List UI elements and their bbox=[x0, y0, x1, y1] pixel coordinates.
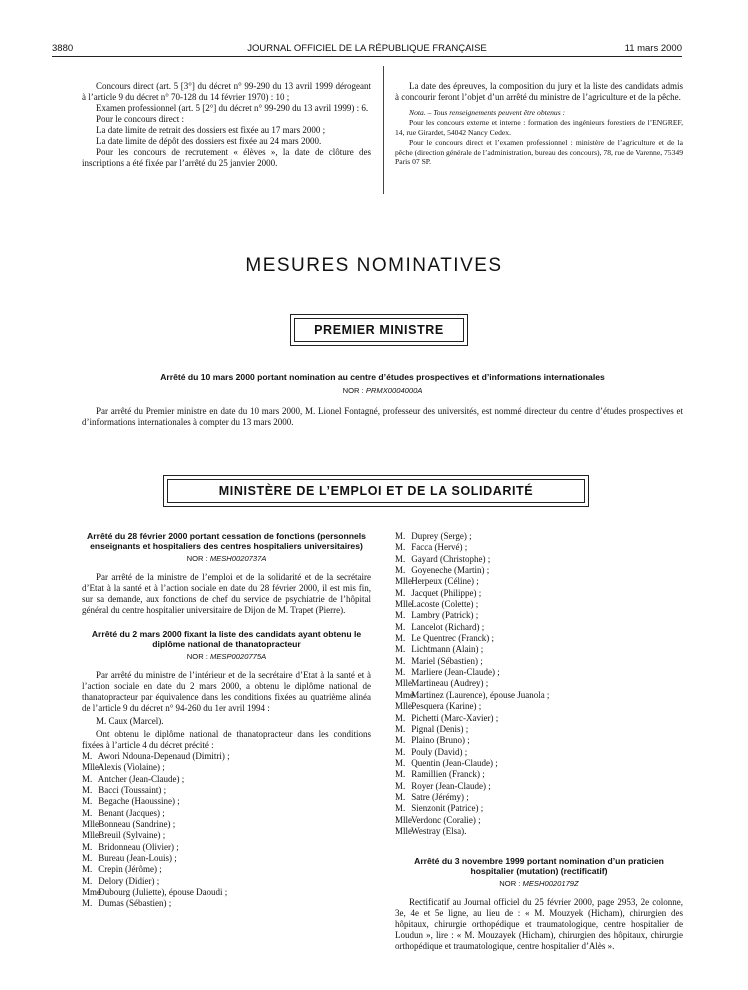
person-name: Martineau (Audrey) ; bbox=[411, 678, 489, 689]
civility-title: M. bbox=[82, 773, 93, 784]
civility-title: M. bbox=[82, 864, 93, 875]
person-name: Delory (Didier) ; bbox=[98, 875, 160, 886]
nor-label: NOR : bbox=[342, 386, 364, 395]
person-name: Dumas (Sébastien) ; bbox=[98, 898, 172, 909]
civility-title: M. bbox=[395, 644, 406, 655]
civility-title: M. bbox=[82, 807, 93, 818]
paragraph: M. Caux (Marcel). bbox=[96, 716, 164, 726]
top-right-column bbox=[395, 81, 683, 167]
candidate-name bbox=[82, 842, 371, 853]
candidate-name bbox=[395, 678, 683, 689]
candidate-name bbox=[82, 864, 371, 875]
paragraph: Pour le concours direct et l’examen professionnel : ministère de l’agriculture et de la pêche (direction générale de l’administration, bureau des concours), 78, rue de Varenne, 75349 Paris 07 SP. bbox=[395, 138, 683, 167]
candidate-name bbox=[82, 876, 371, 887]
person-name: Bacci (Toussaint) ; bbox=[98, 785, 167, 796]
nota-heading: Nota. – Tous renseignements peuvent être obtenus : bbox=[409, 108, 566, 117]
candidate-name bbox=[395, 531, 683, 542]
candidate-name bbox=[395, 588, 683, 599]
ministry-box-emploi bbox=[163, 475, 589, 507]
civility-title: M. bbox=[82, 796, 93, 807]
candidate-name bbox=[395, 735, 683, 746]
civility-title: M. bbox=[395, 587, 406, 598]
arrete-title: Arrêté du 3 novembre 1999 portant nomination d’un praticien hospitalier (mutation) (rectificatif) bbox=[414, 856, 664, 877]
ministry-box-premier bbox=[290, 314, 468, 346]
civility-title: M. bbox=[395, 610, 406, 621]
person-name: Antcher (Jean-Claude) ; bbox=[97, 773, 185, 784]
person-name: Ramillien (Franck) ; bbox=[411, 769, 485, 780]
candidate-name bbox=[82, 774, 371, 785]
column-divider bbox=[383, 66, 384, 194]
nor-code: MESH0020737A bbox=[209, 554, 267, 563]
candidate-name bbox=[82, 751, 371, 762]
arrete-title: Arrêté du 10 mars 2000 portant nomination au centre d’études prospectives et d’informations internationales bbox=[160, 372, 605, 382]
candidate-name bbox=[82, 898, 371, 909]
person-name: Lancelot (Richard) ; bbox=[411, 621, 485, 632]
candidate-name bbox=[82, 796, 371, 807]
civility-title: M. bbox=[82, 785, 93, 796]
page-number: 3880 bbox=[52, 43, 74, 54]
section-title: MESURES NOMINATIVES bbox=[245, 255, 503, 276]
civility-title: M. bbox=[395, 542, 406, 553]
civility-title: M. bbox=[395, 655, 406, 666]
paragraph: Par arrêté du Premier ministre en date du 10 mars 2000, M. Lionel Fontagné, professeur des universités, est nommé directeur du centre d’études prospectives et d’informations internationales à compter du 13 mars 2000. bbox=[82, 406, 683, 427]
civility-title: M. bbox=[395, 633, 406, 644]
civility-title: M. bbox=[395, 667, 406, 678]
paragraph: Pour les concours de recrutement « élèves », la date de clôture des inscriptions a été fixée par l’arrêté du 25 janvier 2000. bbox=[82, 147, 371, 168]
candidate-name bbox=[82, 819, 371, 830]
candidate-name bbox=[395, 713, 683, 724]
nor-reference bbox=[82, 652, 371, 662]
person-name: Crepin (Jérôme) ; bbox=[98, 864, 162, 875]
premier-body bbox=[82, 406, 683, 428]
paragraph: La date des épreuves, la composition du jury et la liste des candidats admis à concourir feront l’objet d’un arrêté du ministre de l’agriculture et de la pêche. bbox=[395, 81, 683, 102]
civility-title: M. bbox=[82, 751, 93, 761]
candidate-name bbox=[395, 542, 683, 553]
civility-title: Mme bbox=[395, 689, 414, 700]
person-name: Pignal (Denis) ; bbox=[411, 723, 469, 734]
person-name: Bureau (Jean-Louis) ; bbox=[98, 853, 177, 864]
person-name: Duprey (Serge) ; bbox=[411, 531, 472, 541]
candidate-name bbox=[395, 690, 683, 701]
person-name: Gayard (Christophe) ; bbox=[411, 553, 491, 564]
candidate-name bbox=[82, 762, 371, 773]
arrete-title: Arrêté du 28 février 2000 portant cessation de fonctions (personnels enseignants et hospitaliers des centres hospitaliers universitaires) bbox=[87, 531, 366, 551]
civility-title: Mlle bbox=[395, 701, 412, 712]
civility-title: Mlle bbox=[82, 762, 99, 773]
candidate-name bbox=[395, 565, 683, 576]
paragraph: Ont obtenu le diplôme national de thanatopracteur dans les conditions fixées à l’article 4 du décret précité : bbox=[82, 729, 371, 750]
person-name: Pichetti (Marc-Xavier) ; bbox=[411, 712, 499, 723]
person-name: Marliere (Jean-Claude) ; bbox=[411, 667, 500, 678]
candidate-name bbox=[82, 853, 371, 864]
person-name: Begache (Haoussine) ; bbox=[98, 796, 180, 807]
person-name: Sienzonit (Patrice) ; bbox=[411, 803, 484, 814]
paragraph: Pour les concours externe et interne : formation des ingénieurs forestiers de l’ENGREF, 14, rue Girardet, 54042 Nancy Cedex. bbox=[395, 118, 683, 137]
person-name: Jacquet (Philippe) ; bbox=[411, 587, 482, 598]
ministry-title: PREMIER MINISTRE bbox=[294, 318, 464, 342]
person-name: Awori Ndouna-Depenaud (Dimitri) ; bbox=[97, 751, 230, 761]
civility-title: M. bbox=[395, 757, 406, 768]
candidate-list-left bbox=[82, 751, 371, 910]
civility-title: M. bbox=[395, 746, 406, 757]
candidate-name bbox=[82, 785, 371, 796]
person-name: Pesquera (Karine) ; bbox=[411, 701, 482, 712]
candidate-name bbox=[395, 633, 683, 644]
civility-title: Mlle bbox=[82, 830, 99, 841]
person-name: Lambry (Patrick) ; bbox=[411, 610, 479, 621]
paragraph: Examen professionnel (art. 5 [2°] du décret n° 99-290 du 13 avril 1999) : 6. bbox=[96, 103, 369, 113]
person-name: Royer (Jean-Claude) ; bbox=[411, 780, 491, 791]
candidate-list-right bbox=[395, 531, 683, 837]
person-name: Westray (Elsa). bbox=[411, 825, 467, 836]
civility-title: M. bbox=[395, 531, 406, 541]
candidate-name bbox=[82, 808, 371, 819]
nor-label: NOR : bbox=[186, 554, 208, 563]
candidate-name bbox=[395, 792, 683, 803]
civility-title: M. bbox=[82, 853, 93, 864]
candidate-name bbox=[395, 747, 683, 758]
person-name: Plaino (Bruno) ; bbox=[411, 735, 470, 746]
nor-reference bbox=[82, 554, 371, 564]
person-name: Alexis (Violaine) ; bbox=[97, 762, 165, 773]
person-name: Martinez (Laurence), épouse Juanola ; bbox=[411, 689, 550, 700]
civility-title: M. bbox=[395, 735, 406, 746]
candidate-name bbox=[395, 826, 683, 837]
person-name: Lichtmann (Alain) ; bbox=[411, 644, 484, 655]
civility-title: Mlle bbox=[82, 819, 99, 830]
emploi-left-column bbox=[82, 531, 371, 910]
nor-code: PRMX0004000A bbox=[365, 386, 423, 395]
person-name: Bonneau (Sandrine) ; bbox=[98, 819, 176, 830]
candidate-name bbox=[395, 769, 683, 780]
candidate-name bbox=[395, 724, 683, 735]
emploi-right-column bbox=[395, 531, 683, 952]
person-name: Goyeneche (Martin) ; bbox=[411, 565, 490, 576]
person-name: Bridonneau (Olivier) ; bbox=[98, 841, 179, 852]
nor-code: MESP0020775A bbox=[210, 652, 267, 661]
candidate-name bbox=[395, 576, 683, 587]
person-name: Lacoste (Colette) ; bbox=[411, 599, 479, 610]
civility-title: M. bbox=[395, 621, 406, 632]
nor-code: MESH0020179Z bbox=[522, 879, 579, 889]
paragraph: Par arrêté de la ministre de l’emploi et de la solidarité et de la secrétaire d’Etat à la santé et à l’action sociale en date du 28 février 2000, il est mis fin, sur sa demande, aux fonctions de chef du service de psychiatrie de l’hôpital général du centre hospitalier universitaire de Dijon de M. Trapet (Pierre). bbox=[82, 572, 371, 615]
person-name: Satre (Jérémy) ; bbox=[411, 791, 469, 802]
candidate-name bbox=[395, 781, 683, 792]
paragraph: Rectificatif au Journal officiel du 25 février 2000, page 2953, 2e colonne, 3e, 4e et 5e ligne, au lieu de : « M. Mouzyek (Hicham), chirurgien des hôpitaux, chirurgie orthopédique et traumatologique, centre hospitalier de Loudun », lire : « M. Mouzayek (Hicham), chirurgien des hôpitaux, chirurgie orthopédique et traumatologique, centre hospitalier d’Alès ». bbox=[395, 897, 683, 952]
civility-title: M. bbox=[395, 780, 406, 791]
candidate-name bbox=[395, 610, 683, 621]
header-rule bbox=[52, 56, 682, 57]
civility-title: M. bbox=[395, 712, 406, 723]
journal-title: JOURNAL OFFICIEL DE LA RÉPUBLIQUE FRANÇAISE bbox=[247, 43, 487, 54]
candidate-name bbox=[395, 599, 683, 610]
candidate-name bbox=[395, 644, 683, 655]
candidate-name bbox=[82, 830, 371, 841]
civility-title: M. bbox=[82, 841, 93, 852]
person-name: Breuil (Sylvaine) ; bbox=[98, 830, 166, 841]
civility-title: M. bbox=[395, 791, 406, 802]
civility-title: M. bbox=[395, 769, 406, 780]
person-name: Le Quentrec (Franck) ; bbox=[411, 633, 494, 644]
candidate-name bbox=[395, 758, 683, 769]
civility-title: Mme bbox=[82, 887, 101, 898]
person-name: Facca (Hervé) ; bbox=[411, 542, 468, 553]
civility-title: M. bbox=[82, 875, 93, 886]
civility-title: M. bbox=[395, 803, 406, 814]
issue-date: 11 mars 2000 bbox=[624, 43, 682, 54]
candidate-name bbox=[395, 667, 683, 678]
candidate-name bbox=[395, 622, 683, 633]
civility-title: Mlle bbox=[395, 814, 412, 825]
person-name: Herpeux (Céline) ; bbox=[411, 576, 479, 587]
civility-title: M. bbox=[395, 723, 406, 734]
candidate-name bbox=[395, 803, 683, 814]
top-left-column bbox=[82, 81, 371, 169]
paragraph: La date limite de dépôt des dossiers est fixée au 24 mars 2000. bbox=[96, 136, 322, 146]
person-name: Pouly (David) ; bbox=[411, 746, 468, 757]
nor-reference bbox=[395, 879, 683, 889]
civility-title: Mlle bbox=[395, 576, 412, 587]
person-name: Quentin (Jean-Claude) ; bbox=[411, 757, 498, 768]
person-name: Mariel (Sébastien) ; bbox=[411, 655, 483, 666]
candidate-name bbox=[82, 887, 371, 898]
nor-label: NOR : bbox=[499, 879, 521, 889]
arrete-title: Arrêté du 2 mars 2000 fixant la liste des candidats ayant obtenu le diplôme national de thanatopracteur bbox=[91, 629, 362, 649]
candidate-name bbox=[395, 815, 683, 826]
paragraph: Pour le concours direct : bbox=[96, 114, 184, 124]
civility-title: M. bbox=[82, 898, 93, 909]
paragraph: La date limite de retrait des dossiers est fixée au 17 mars 2000 ; bbox=[96, 125, 326, 135]
candidate-name bbox=[395, 656, 683, 667]
candidate-name bbox=[395, 554, 683, 565]
civility-title: Mlle bbox=[395, 678, 412, 689]
civility-title: Mlle bbox=[395, 825, 412, 836]
paragraph: Concours direct (art. 5 [3°] du décret n° 99-290 du 13 avril 1999 dérogeant à l’article 9 du décret n° 70-128 du 14 février 1970) : 10 ; bbox=[82, 81, 371, 102]
nor-reference bbox=[82, 386, 683, 396]
civility-title: M. bbox=[395, 565, 406, 576]
person-name: Verdonc (Coralie) ; bbox=[411, 814, 481, 825]
person-name: Dubourg (Juliette), épouse Daoudi ; bbox=[98, 887, 228, 898]
civility-title: M. bbox=[395, 553, 406, 564]
nor-label: NOR : bbox=[186, 652, 208, 661]
ministry-title: MINISTÈRE DE L’EMPLOI ET DE LA SOLIDARITÉ bbox=[167, 479, 585, 503]
candidate-name bbox=[395, 701, 683, 712]
person-name: Benant (Jacques) ; bbox=[98, 807, 165, 818]
civility-title: Mlle bbox=[395, 599, 412, 610]
paragraph: Par arrêté du ministre de l’intérieur et de la secrétaire d’Etat à la santé et à l’action sociale en date du 2 mars 2000, a obtenu le diplôme national de thanatopracteur par équivalence dans les conditions fixées au quatrième alinéa de l’article 9 du décret n° 94-260 du 1er avril 1994 : bbox=[82, 670, 371, 713]
